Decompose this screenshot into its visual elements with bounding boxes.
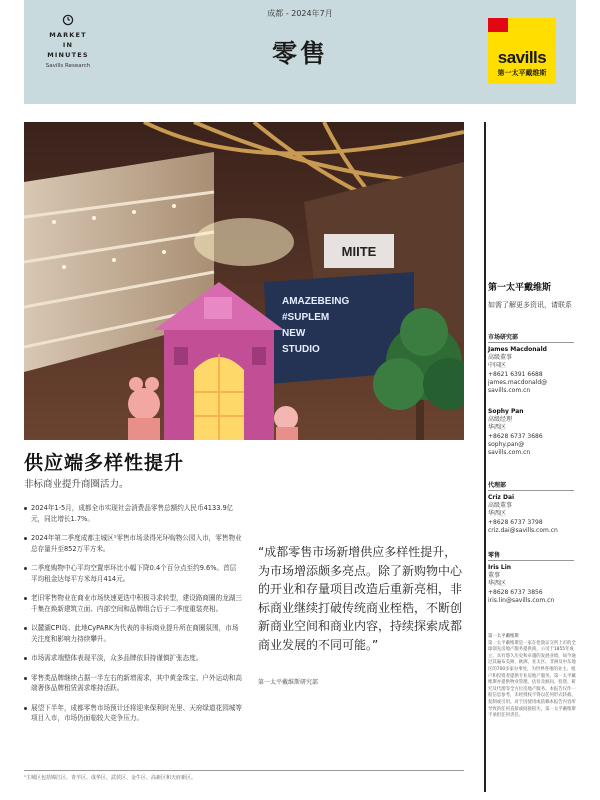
page-header: [24, 0, 576, 104]
contact-sidebar: [484, 122, 576, 792]
contact-name: Iris Lin: [488, 564, 512, 571]
divider: [488, 490, 574, 491]
contact-role: 高级经理: [488, 416, 513, 424]
contact-region: 华西区: [488, 424, 507, 432]
screen-text: #SUPLEM: [282, 312, 330, 323]
logo-red-corner: [488, 18, 508, 32]
contact-email-domain[interactable]: savills.com.cn: [488, 387, 531, 395]
about-heading: 第一太平戴维斯: [488, 634, 519, 639]
series-publisher: Savills Research: [45, 63, 91, 69]
contact-role: 高级董事: [488, 502, 513, 510]
about-text: 第一太平戴维斯是一家在伦敦证交所上市的全球领先房地产服务提供商，公司于1855年成立，具有悠久历史和卓越的发展业绩，如今通过其遍布美洲、欧洲、亚太区、非洲及中东地区的700多家办事处，为世界各地的业主、租户和投资者提供专业房地产服务。第一太平戴维斯亦提供物业管理、估价及顾问、投资、研究及代理等全方位房地产服务。本报告仅作一般信息参考，未经授权不得以任何形式转载、复制或引用。对于因使用或依赖本报告内容所导致的任何直接或间接损失，第一太平戴维斯不承担任何责任。: [488, 640, 576, 719]
contact-phone[interactable]: +8628 6737 3856: [488, 588, 543, 596]
contact-role: 高级董事: [488, 354, 513, 362]
contact-name: James Macdonald: [488, 346, 547, 353]
contact-email[interactable]: sophy.pan@: [488, 440, 525, 448]
screen-text: AMAZEBEING: [282, 296, 350, 307]
key-points-list: [24, 503, 242, 733]
key-point: 老旧零售物业在商业市场快速更迭中积极寻求转型，建设路商圈的龙湖三千集在焕新建筑立面、内部空间和品牌组合后于二季度重装亮相。: [24, 593, 242, 614]
key-point: 市场需求端整体表现平淡，众多品牌依旧持谨慎扩张态度。: [24, 653, 242, 664]
contact-email[interactable]: james.macdonald@: [488, 378, 548, 386]
screen-text: NEW: [282, 328, 306, 339]
logo-wordmark: savills: [497, 48, 547, 67]
contact-name: Criz Dai: [488, 494, 515, 501]
contact-region: 华西区: [488, 580, 507, 588]
key-point: 2024年1-5月，成都全市实现社会消费品零售总额约人民币4133.9亿元，同比增长1.7%。: [24, 503, 242, 524]
page-title: 零售: [271, 39, 328, 68]
report-date: 成都 - 2024年7月: [267, 9, 333, 18]
screen-text: STUDIO: [282, 344, 320, 355]
contact-region: 中国区: [488, 362, 507, 370]
mall-interior-photo: [24, 122, 464, 440]
contact-email[interactable]: criz.dai@savills.com.cn: [488, 526, 558, 534]
key-point: 展望下半年，成都零售市场预计还将迎来保利时光里、天府绿道花园城等项目入市，市场仍面临较大竞争压力。: [24, 703, 242, 724]
mall-photo-illustration: [24, 122, 464, 440]
savills-logo: [488, 18, 556, 84]
contact-card: [488, 564, 576, 605]
key-point: 2024年第二季度成都主城区¹零售市场录得光环购物公园入市，零售物业总存量升至852万平方米。: [24, 533, 242, 554]
contact-region: 华西区: [488, 510, 507, 518]
logo-chinese-name: 第一太平戴维斯: [497, 69, 547, 77]
key-point: 以麓湖CPI岛、此地CyPARK为代表的非标商业提升所在商圈氛围，市场关注度和影响力持续攀升。: [24, 623, 242, 644]
contact-role: 董事: [488, 572, 501, 580]
article-subheadline: 非标商业提升商圈活力。: [24, 479, 129, 490]
pull-quote: “成都零售市场新增供应多样性提升，为市场增添颇多亮点。除了新购物中心的开业和存量项目改造后重新亮相，非标商业继续打破传统商业桎梏，不断创新商业空间和商业内容，持续探索成都商业发展的不同可能。”: [258, 545, 463, 652]
footnote: ¹主城区包括锦江区、青羊区、成华区、武侯区、金牛区、高新区和天府新区。: [24, 770, 464, 781]
contact-card: [488, 494, 576, 535]
about-savills: [488, 634, 576, 720]
contact-name: Sophy Pan: [488, 408, 524, 415]
contact-email-domain[interactable]: savills.com.cn: [488, 449, 531, 457]
quote-source: 第一太平戴维斯研究部: [258, 679, 319, 686]
contact-email[interactable]: iris.lin@savills.com.cn: [488, 596, 555, 604]
store-sign-text: MIITE: [341, 244, 377, 259]
section-heading-research: 市场研究部: [488, 334, 519, 341]
divider: [488, 342, 574, 343]
contact-phone[interactable]: +8628 6737 3798: [488, 518, 543, 526]
article-headline: 供应端多样性提升: [24, 452, 185, 474]
contact-phone[interactable]: +8621 6391 6688: [488, 370, 543, 378]
series-line: MINUTES: [47, 51, 89, 59]
contact-card: [488, 346, 576, 395]
sidebar-title: 第一太平戴维斯: [488, 283, 552, 293]
key-point: 零售类品牌继续占据一半左右的新增需求，其中黄金珠宝、户外运动和高端奢侈品牌租赁需求维持活跃。: [24, 673, 242, 694]
contact-card: [488, 408, 576, 457]
series-line: MARKET: [49, 31, 87, 39]
section-heading-leasing: 代理部: [488, 482, 507, 489]
section-heading-retail: 零售: [488, 552, 501, 559]
sidebar-description: 如需了解更多资讯，请联系: [488, 301, 572, 309]
contact-phone[interactable]: +8628 6737 3686: [488, 432, 543, 440]
series-line: IN: [62, 41, 74, 49]
key-point: 二季度购物中心平均空置率环比小幅下降0.4个百分点至约9.6%。首层平均租金达每平方米每月414元。: [24, 563, 242, 584]
divider: [488, 560, 574, 561]
